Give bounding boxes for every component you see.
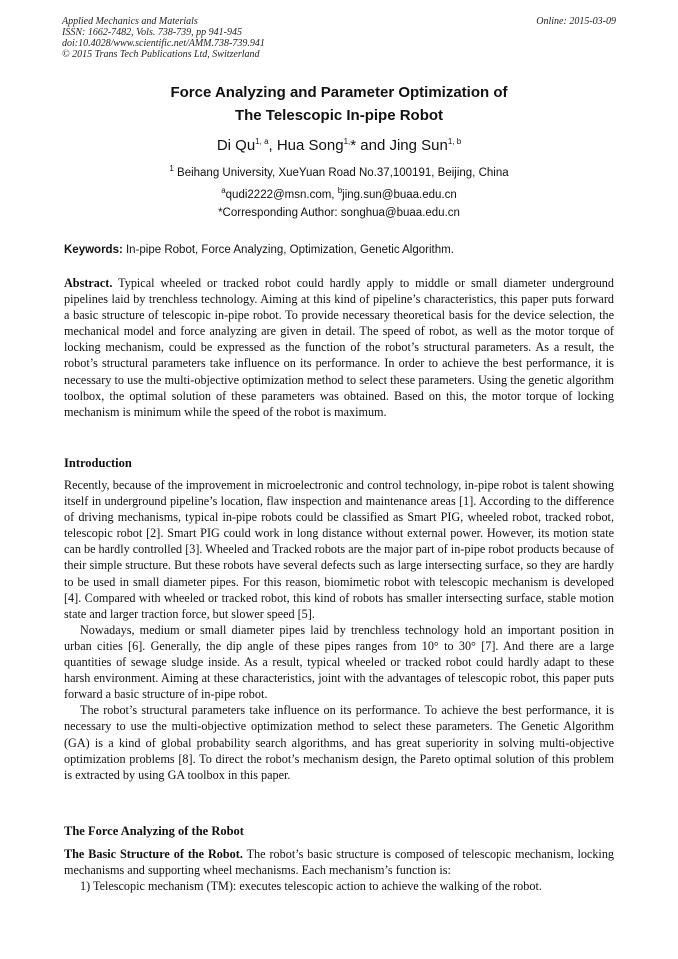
abstract xyxy=(64,275,614,420)
paragraph: Recently, because of the improvement in microelectronic and control technology, in-pipe robot is talent showing itself in underground pipeline’s location, flaw inspection and maintenance areas [1]. According to the difference of driving mechanisms, typical in-pipe robots could be classified as Smart PIG, wheeled robot, tracked robot, telescopic robot [2]. Smart PIG could work in long distance without external power. However, its motion state can be hardly controlled [3]. Wheeled and Tracked robots are the major part of in-pipe robot products because of their simple structure. But these robots have several defects such as large intersecting surface, so they are hardly to be used in small diameter pipes. For this reason, biomimetic robot with telescopic mechanism is developed [4]. Compared with wheeled or tracked robot, this kind of robots has smaller intersecting surface, stable motion state and larger traction force, but slower speed [5]. xyxy=(64,478,614,621)
author-sup: 1, xyxy=(343,137,351,146)
abstract-text: Typical wheeled or tracked robot could hardly apply to middle or small diameter underground pipelines laid by trenchless technology. Aiming at this kind of pipeline’s characteristics, this paper puts forward a basic structure of telescopic in-pipe robot. To provide necessary theoretical basis for the device selection, the mechanical model and force analyzing are given in detail. The speed of robot, as well as the motor torque of locking mechanism, could be expressed as the function of the robot’s structural parameters. As a result, the robot’s structural parameters take influence on its performance. In order to achieve the best performance, it is necessary to use the multi-objective optimization method to select these parameters. Using the genetic algorithm toolbox, the optimal solution of these parameters was obtained. Based on this, the motor torque of locking mechanism is minimum while the speed of the robot is maximum. xyxy=(64,276,614,419)
title-line-1: Force Analyzing and Parameter Optimization of xyxy=(170,84,508,101)
email-sup-a: a xyxy=(221,186,226,195)
email-a: qudi2222@msn.com, xyxy=(225,188,338,201)
keywords-text: In-pipe Robot, Force Analyzing, Optimization, Genetic Algorithm. xyxy=(122,244,454,256)
author-name: , Hua Song xyxy=(268,137,344,154)
subsection-text: The robot’s basic structure is composed of telescopic mechanism, locking mechanisms and supporting wheel mechanisms. Each mechanism’s function is: xyxy=(64,847,615,878)
author-name: * and Jing Sun xyxy=(350,137,448,154)
issn-line: ISSN: 1662-7482, Vols. 738-739, pp 941-945 xyxy=(62,27,242,38)
online-date: Online: 2015-03-09 xyxy=(536,16,616,27)
email-line xyxy=(0,186,678,201)
copyright-line: © 2015 Trans Tech Publications Ltd, Switzerland xyxy=(62,49,260,60)
affiliation xyxy=(0,164,678,179)
affiliation-text: Beihang University, XueYuan Road No.37,100191, Beijing, China xyxy=(173,166,509,179)
author-name: Di Qu xyxy=(216,137,256,154)
abstract-label: Abstract. xyxy=(64,276,113,290)
corresponding-author: *Corresponding Author: songhua@buaa.edu.cn xyxy=(218,207,460,219)
paragraph: Nowadays, medium or small diameter pipes laid by trenchless technology hold an important position in urban cities [6]. Generally, the dip angle of these pipes ranges from 10° to 30° [7]. And there are a large quantities of sewage sludge inside. As a result, typical wheeled or tracked robot could hardly adapt to these harsh environment. Aiming at these characteristics, joint with the advantages of telescopic robot, this paper puts forward a basic structure of in-pipe robot. xyxy=(64,622,614,702)
title-line-2: The Telescopic In-pipe Robot xyxy=(234,107,444,124)
keywords xyxy=(64,244,616,256)
author-list xyxy=(0,137,678,154)
email-b: jing.sun@buaa.edu.cn xyxy=(342,188,457,201)
subsection-label: The Basic Structure of the Robot. xyxy=(64,847,243,861)
doi-line: doi:10.4028/www.scientific.net/AMM.738-739.941 xyxy=(62,38,265,49)
author-sup: 1, a xyxy=(255,137,269,146)
journal-header xyxy=(62,16,616,60)
section-heading-introduction: Introduction xyxy=(64,456,132,470)
author-sup: 1, b xyxy=(447,137,462,146)
keywords-label: Keywords: xyxy=(64,244,123,256)
section-heading-force-analyzing: The Force Analyzing of the Robot xyxy=(64,824,244,838)
paragraph: The robot’s structural parameters take influence on its performance. To achieve the best performance, it is necessary to use the multi-objective optimization method to select these parameters. The Genetic Algorithm (GA) is a kind of global probability search algorithms, and has great superiority in solving multi-objective optimization problems [8]. To direct the robot’s mechanism design, the Pareto optimal solution of this problem is extracted by using GA toolbox in this paper. xyxy=(64,703,614,782)
paper-title xyxy=(0,81,678,127)
affiliation-sup: 1 xyxy=(169,164,174,173)
structure-body xyxy=(64,846,614,894)
email-sup-b: b xyxy=(337,186,343,195)
introduction-body xyxy=(64,477,614,783)
journal-name: Applied Mechanics and Materials xyxy=(62,16,198,27)
list-item: 1) Telescopic mechanism (TM): executes telescopic action to achieve the walking of the robot. xyxy=(80,879,542,894)
